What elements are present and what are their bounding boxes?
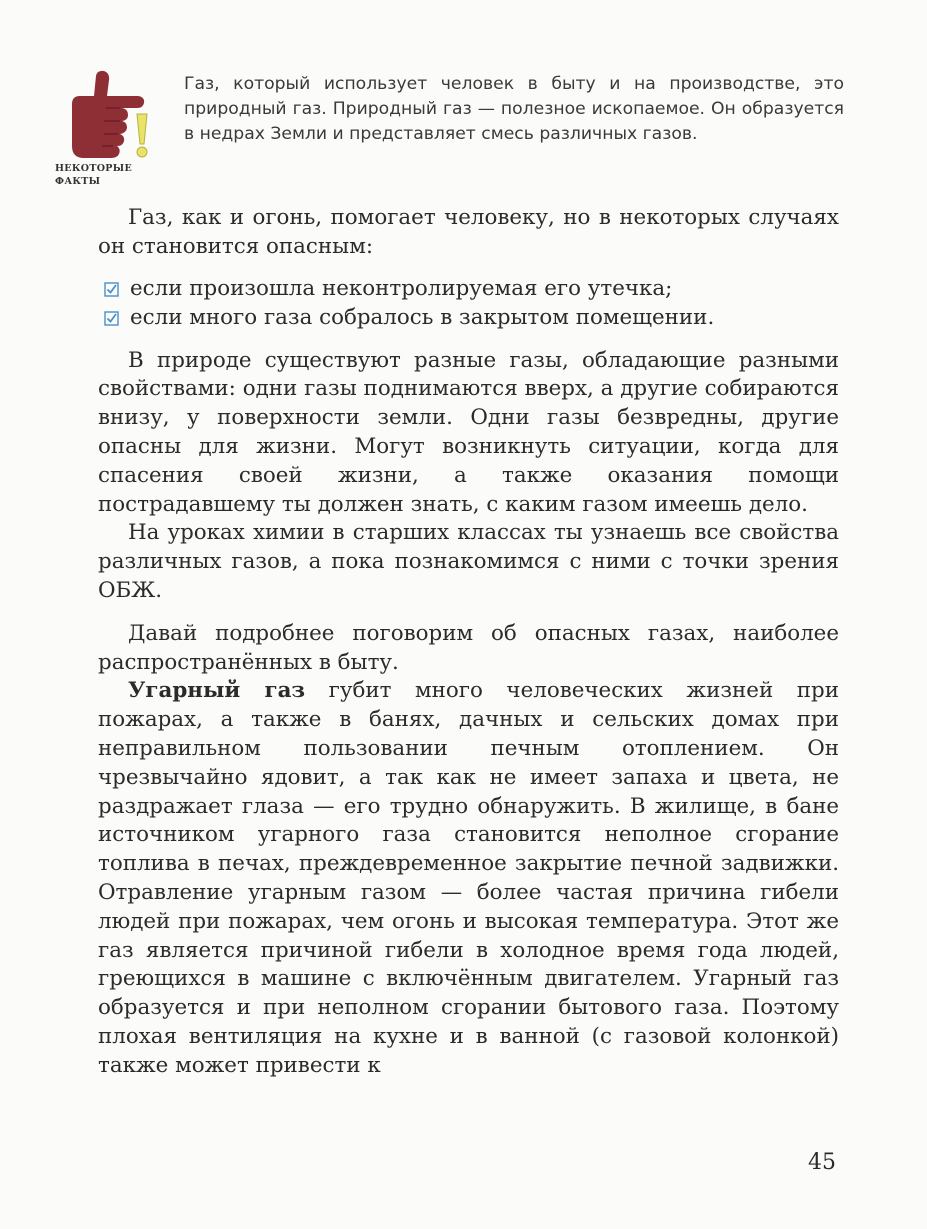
intro-paragraph: Газ, как и огонь, помогает человеку, но в некоторых случаях он становится опасным: [98,205,839,259]
checklist-text: если произошла неконтролируемая его утечка; [130,275,673,301]
paragraph-gases: В природе существуют разные газы, обладающие разными свойствами: одни газы поднимаются вверх, а другие собираются внизу, у поверхности земли. Одни газы безвредны, другие опасны для жизни. Могут возникнуть ситуации, когда для спасения своей жизни, а также оказания помощи пострадавшему ты должен знать, с каким газом имеешь дело. [98,347,839,517]
checkbox-icon [104,311,119,326]
checklist [98,275,839,333]
caption-line-1: НЕКОТОРЫЕ [55,163,132,174]
fact-box-caption [55,162,155,188]
checkbox-icon [104,282,119,297]
page-number: 45 [808,1150,836,1175]
term-carbon-monoxide: Угарный газ [128,678,306,704]
paragraph-carbon-monoxide [98,677,839,1080]
paragraph-chemistry: На уроках химии в старших классах ты узнаешь все свойства различных газов, а пока познакомимся с ними с точки зрения ОБЖ. [98,520,839,603]
checklist-text: если много газа собралось в закрытом помещении. [130,304,715,330]
caption-line-2: ФАКТЫ [55,176,101,187]
main-text [98,204,839,1081]
checklist-item [104,304,839,333]
paragraph-dangerous-gases: Давай подробнее поговорим об опасных газах, наиболее распространённых в быту. [98,620,839,675]
carbon-monoxide-text: губит много человеческих жизней при пожарах, а также в банях, дачных и сельских домах при неправильном пользовании печным отоплением. Он чрезвычайно ядовит, а так как не имеет запаха и цвета, не раздражает глаза — его трудно обнаружить. В жилище, в бане источником угарного газа становится неполное сгорание топлива в печах, преждевременное закрытие печной задвижки. Отравление угарным газом — более частая причина гибели людей при пожарах, чем огонь и высокая температура. Этот же газ является причиной гибели в холодное время года людей, греющихся в машине с включённым двигателем. Угарный газ образуется и при неполном сгорании бытового газа. Поэтому плохая вентиляция на кухне и в ванной (с газовой колонкой) также может привести к [98,678,839,1078]
checklist-item [104,275,839,304]
fact-box-text: Газ, который использует человек в быту и на производстве, это природный газ. Природный газ — полезное ископаемое. Он образуется в недрах Земли и представляет смесь различных газов. [184,74,844,144]
